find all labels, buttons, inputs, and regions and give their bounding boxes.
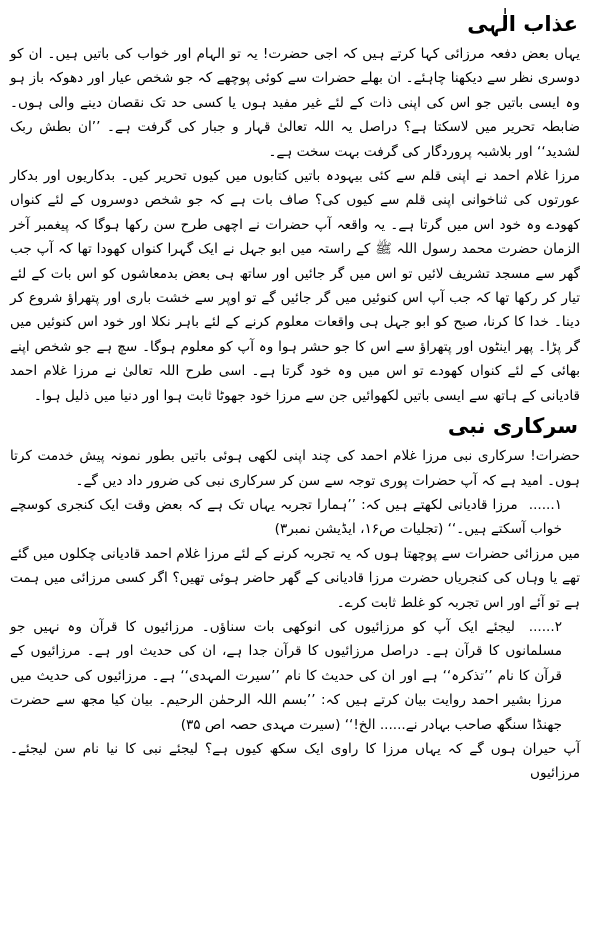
item-text: لیجئے ایک آپ کو مرزائیوں کی انوکھی بات سناؤں۔ مرزائیوں کا قرآن وہ نہیں جو مسلمانوں کا قرآن ہے۔ دراصل مرزائیوں کا قرآن جدا ہے، ان کی حدیث اور ہے۔ مرزائیوں کے قرآن کا نام ’’تذکرہ‘‘ ہے اور ان کی حدیث کا نام ’’سیرت المہدی‘‘ ہے۔ مرزائیوں کی حدیث میں مرزا بشیر احمد روایت بیان کرتے ہیں کہ: ’’بسم اللہ الرحمٰن الرحیم۔ بیان کیا مجھ سے حضرت جھنڈا سنگھ صاحب بہادر نے...... الخ!‘‘ bbox=[10, 618, 562, 733]
paragraph: میں مرزائی حضرات سے پوچھتا ہوں کہ یہ تجربہ کرنے کے لئے مرزا غلام احمد قادیانی چکلوں میں گئے تھے یا وہاں کی کنجریاں حضرت مرزا قادیانی کے گھر حاضر ہوئی تھیں؟ اگر کسی مرزائی میں ہمت ہے تو آئے اور اس تجربہ کو غلط ثابت کرے۔ bbox=[10, 545, 580, 611]
numbered-item bbox=[10, 493, 580, 542]
numbered-item bbox=[10, 615, 580, 737]
item-number: ۲...... bbox=[528, 618, 562, 635]
item-number: ۱...... bbox=[528, 496, 563, 513]
section-divine-punishment bbox=[10, 10, 580, 408]
section-heading: سرکاری نبی bbox=[447, 414, 578, 439]
paragraph: آپ حیران ہوں گے کہ یہاں مرزا کا راوی ایک سکھ کیوں ہے؟ لیجئے نبی کا نیا نام سن لیجئے۔ مرزائیوں bbox=[10, 740, 580, 782]
item-reference: (تجلیات ص۱۶، ایڈیشن نمبر۳) bbox=[274, 521, 444, 538]
paragraph: یہاں بعض دفعہ مرزائی کہا کرتے ہیں کہ اجی حضرت! یہ تو الہام اور خواب کی باتیں ہیں۔ ان کو دوسری نظر سے دیکھنا چاہئے۔ ان بھلے حضرات سے کوئی پوچھے کہ جو شخص عیار اور دھوکہ باز ہو وہ ایسی باتیں جو اس کی اپنی ذات کے لئے غیر مفید ہوں یا کسی حد تک نقصان دینے والی ہوں۔ ضابطہ تحریر میں لاسکتا ہے؟ دراصل یہ اللہ تعالیٰ قہار و جبار کی گرفت ہے۔ ’’ان بطش ربک لشدید‘‘ اور بلاشبہ پروردگار کی گرفت بہت سخت ہے۔ bbox=[10, 46, 580, 160]
item-text: مرزا قادیانی لکھتے ہیں کہ: ’’ہمارا تجربہ یہاں تک ہے کہ بعض وقت ایک کنجری کوسچے خواب آسکتے ہیں۔‘‘ bbox=[10, 496, 562, 538]
paragraph: حضرات! سرکاری نبی مرزا غلام احمد کی چند اپنی لکھی ہوئی باتیں بطور نمونہ پیش خدمت کرتا ہوں۔ امید ہے کہ آپ حضرات پوری توجہ سے سن کر سرکاری نبی کی ضرور داد دیں گے۔ bbox=[10, 448, 580, 489]
item-reference: (سیرت مہدی حصہ اص ۳۵) bbox=[180, 716, 341, 733]
paragraph: مرزا غلام احمد نے اپنی قلم سے کئی بیہودہ باتیں کتابوں میں کیوں تحریر کیں۔ بدکاریوں اور بدکار عورتوں کی ثناخوانی اپنی قلم سے کیوں کی؟ صاف بات ہے کہ جو شخص دوسروں کے لئے کنواں کھودے وہ خود اس میں گرتا ہے۔ یہ واقعہ آپ حضرات نے اچھی طرح سن رکھا ہوگا کہ پیغمبر آخر الزمان حضرت محمد رسول اللہ ﷺ کے راستہ میں ابو جہل نے ایک گہرا کنواں کھودا تھا کہ آپ جب گھر سے مسجد تشریف لائیں تو اس میں گر جائیں اور ساتھ ہی بعض بدمعاشوں کو اس بات کے لئے تیار کر رکھا تھا کہ جب آپ اس کنوئیں میں گر جائیں گے تو اوپر سے خشت باری اور پتھراؤ شروع کر دینا۔ خدا کا کرنا، صبح کو ابو جہل ہی واقعات معلوم کرنے کے لئے باہر نکلا اور خود اس کنوئیں میں گر پڑا۔ پھر اینٹوں اور پتھراؤ سے اس کا جو حشر ہوا وہ آپ کو معلوم ہوگا۔ سچ ہے جو شخص اپنے بھائی کے لئے کنواں کھودے تو اس میں وہ خود گرتا ہے۔ اسی طرح اللہ تعالیٰ نے مرزا غلام احمد قادیانی کے ہاتھ سے ایسی باتیں لکھوائیں جن سے مرزا خود جھوٹا ثابت ہوا اور دنیا میں ذلیل ہوا۔ bbox=[10, 168, 580, 404]
section-government-prophet bbox=[10, 412, 580, 786]
section-heading: عذاب الٰہی bbox=[467, 12, 578, 36]
